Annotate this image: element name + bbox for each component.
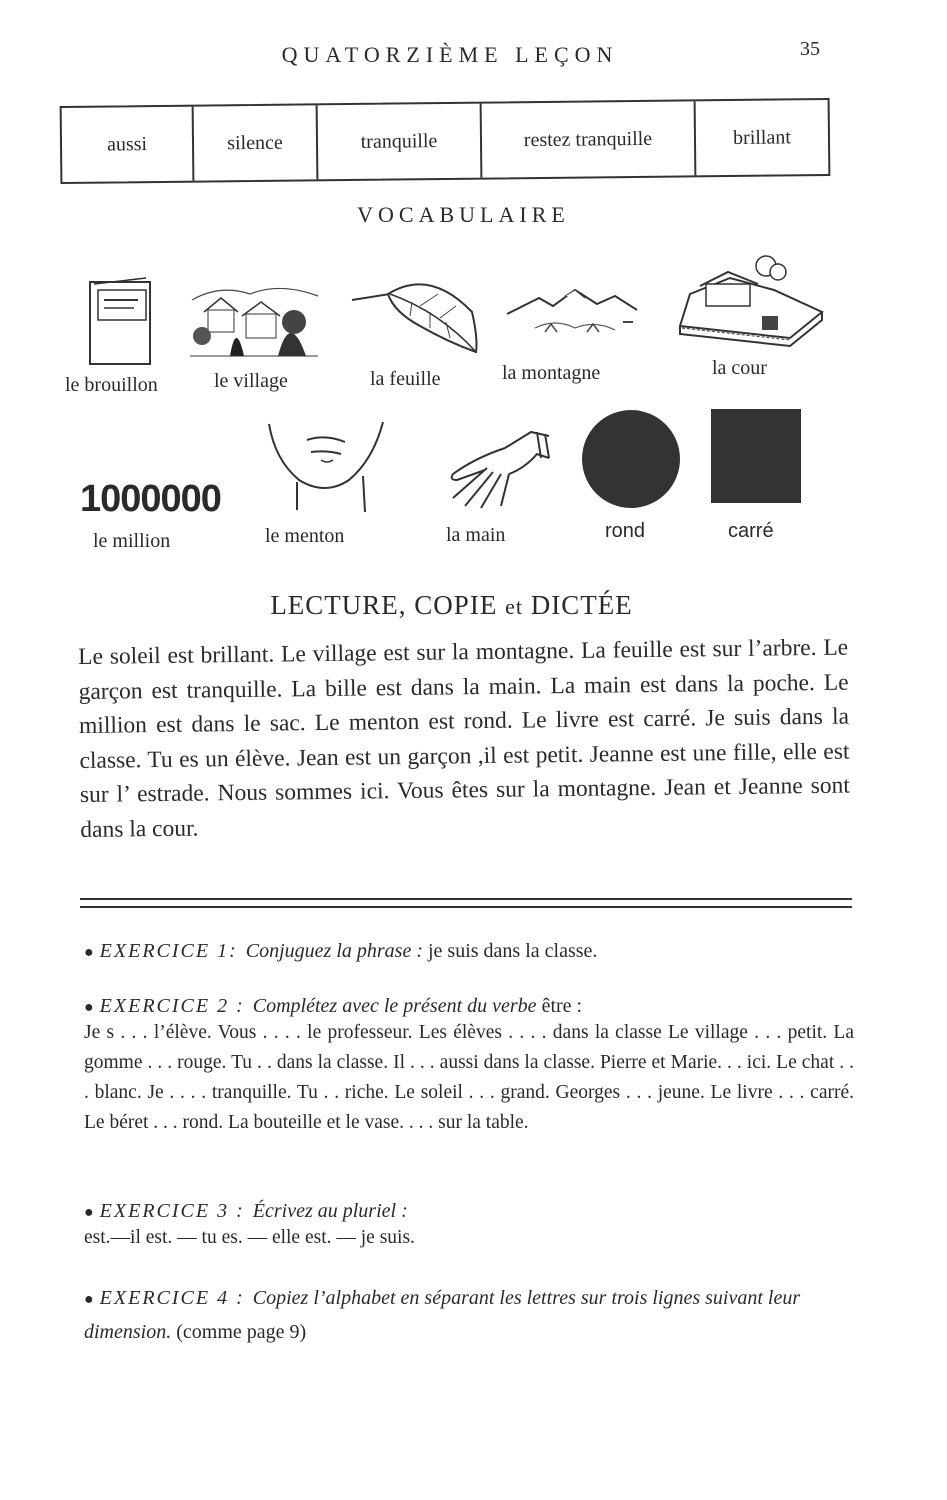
exercise-body: Je s . . . l’élève. Vous . . . . le professeur. Les élèves . . . . dans la classe Le village . . . petit. La gomme . . . rouge. Tu . . dans la classe. Il . . . aussi dans la classe. Pierre et Marie. . . ici. Le chat . . . blanc. Je . . . . tranquille. Tu . . riche. Le soleil . . . grand. Georges . . . jeune. Le livre . . . carré. Le béret . . . rond. La bouteille et le vase. . . . sur la table.	[84, 1022, 854, 1133]
word-cell: silence	[194, 105, 319, 180]
lecture-title	[0, 590, 925, 621]
exercise-3	[84, 1200, 864, 1253]
exercise-body: est.—il est. — tu es. — elle est. — je suis.	[84, 1227, 415, 1248]
exercise-label: EXERCICE 1:	[99, 940, 238, 962]
vocab-label: le million	[93, 530, 171, 552]
courtyard-icon	[670, 252, 828, 350]
village-icon	[190, 280, 320, 360]
million-number: 1000000	[80, 478, 221, 520]
word-cell: restez tranquille	[482, 101, 697, 177]
word-table	[60, 98, 831, 184]
hand-icon	[445, 428, 557, 512]
exercise-4	[84, 1282, 864, 1348]
exercise-sentence: je suis dans la classe.	[427, 940, 598, 962]
exercise-verb: être :	[541, 995, 583, 1017]
circle-shape	[580, 408, 682, 510]
bullet-icon: ●	[84, 1291, 94, 1308]
lecture-title-part: DICTÉE	[522, 590, 633, 620]
exercise-instruction: Conjuguez la phrase :	[245, 940, 423, 962]
bullet-icon: ●	[84, 1204, 94, 1221]
divider	[80, 898, 852, 900]
bullet-icon: ●	[84, 999, 94, 1016]
vocab-label: la main	[446, 524, 506, 546]
mountain-icon	[505, 288, 640, 344]
exercise-label: EXERCICE 3 :	[99, 1200, 245, 1222]
notebook-icon	[86, 272, 156, 368]
vocab-label: le village	[214, 370, 288, 392]
exercise-instruction: Complétez avec le présent du verbe	[252, 995, 537, 1017]
running-head: QUATORZIÈME LEÇON	[281, 42, 619, 67]
exercise-1	[84, 940, 864, 963]
exercise-reference: (comme page 9)	[176, 1321, 307, 1343]
bullet-icon: ●	[84, 944, 94, 961]
vocab-label: rond	[605, 520, 646, 542]
vocab-label: carré	[728, 520, 774, 542]
vocabulary-title: VOCABULAIRE	[357, 202, 570, 227]
word-cell: tranquille	[318, 104, 483, 180]
divider	[80, 906, 852, 908]
chin-icon	[265, 420, 390, 516]
exercise-2	[84, 995, 864, 1138]
word-cell: aussi	[62, 107, 195, 182]
vocab-label: le brouillon	[65, 374, 158, 396]
leaf-icon	[350, 272, 482, 356]
vocab-label: la montagne	[502, 362, 601, 384]
exercise-instruction: Copiez l’alphabet en séparant les lettres sur trois lignes suivant leur dimension.	[84, 1287, 801, 1343]
word-cell: brillant	[732, 125, 791, 149]
reading-text: Le soleil est brillant. Le village est sur la montagne. La feuille est sur l’arbre. Le garçon est tranquille. La bille est dans la main. La main est dans la poche. Le million est dans le sac. Le menton est rond. Le livre est carré. Je suis dans la classe. Tu es un élève. Jean est un garçon ,il est petit. Jeanne est une fille, elle est sur l’ estrade. Nous sommes ici. Vous êtes sur la montagne. Jean et Jeanne sont dans la cour.	[78, 634, 850, 843]
lecture-title-part: LECTURE, COPIE	[270, 590, 506, 620]
exercise-instruction: Écrivez au pluriel :	[252, 1200, 408, 1222]
lecture-title-part: et	[505, 594, 523, 619]
vocab-label: la cour	[712, 357, 767, 379]
exercise-label: EXERCICE 2 :	[99, 995, 245, 1017]
vocab-label: la feuille	[370, 368, 441, 390]
vocab-label: le menton	[265, 525, 345, 547]
page-number: 35	[800, 38, 820, 60]
square-shape	[710, 408, 802, 504]
exercise-label: EXERCICE 4 :	[99, 1287, 245, 1309]
